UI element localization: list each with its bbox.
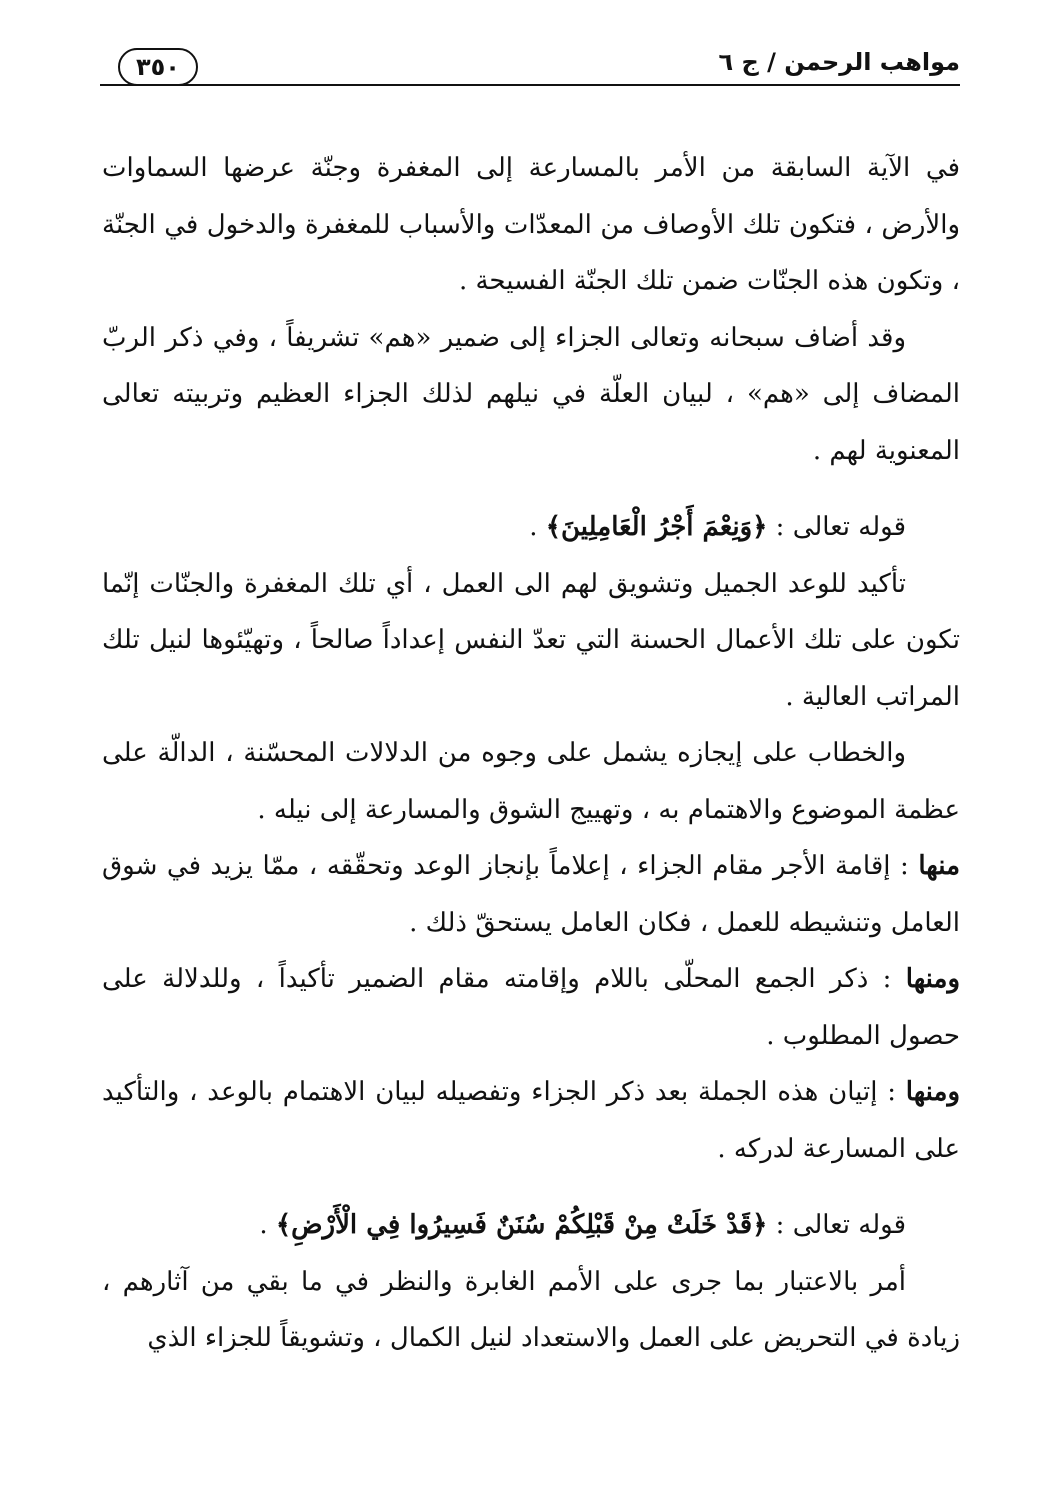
page-header (100, 46, 960, 86)
header-rule (100, 84, 960, 86)
paragraph: تأكيد للوعد الجميل وتشويق لهم الى العمل ، أي تلك المغفرة والجنّات إنّما تكون على تلك الأعمال الحسنة التي تعدّ النفس إعداداً صالحاً ، وتهيّئوها لنيل تلك المراتب العالية . (102, 568, 960, 712)
verse-quote: ﴿وَنِعْمَ أَجْرُ الْعَامِلِينَ﴾ (545, 512, 768, 542)
point-keyword: ومنها (905, 1077, 960, 1107)
point-keyword: منها (918, 851, 960, 881)
page-number: ٣٥٠ (118, 48, 198, 86)
book-title: مواهب الرحمن / ج ٦ (718, 48, 960, 76)
paragraph: والخطاب على إيجازه يشمل على وجوه من الدلالات المحسّنة ، الدالّة على عظمة الموضوع والاهتمام به ، وتهييج الشوق والمسارعة إلى نيله . (102, 738, 960, 825)
point-text: : إتيان هذه الجملة بعد ذكر الجزاء وتفصيله لبيان الاهتمام بالوعد ، والتأكيد على المسارعة لدركه . (102, 1077, 960, 1164)
paragraph (102, 838, 960, 951)
verse-suffix: . (529, 512, 546, 542)
paragraph: وقد أضاف سبحانه وتعالى الجزاء إلى ضمير «هم» تشريفاً ، وفي ذكر الربّ المضاف إلى «هم» ، لبيان العلّة في نيلهم لذلك الجزاء العظيم وتربيته تعالى المعنوية لهم . (102, 322, 960, 466)
point-keyword: ومنها (905, 964, 960, 994)
page-body (102, 140, 960, 1367)
paragraph: في الآية السابقة من الأمر بالمسارعة إلى المغفرة وجنّة عرضها السماوات والأرض ، فتكون تلك الأوصاف من المعدّات والأسباب للمغفرة والدخول في الجنّة ، وتكون هذه الجنّات ضمن تلك الجنّة الفسيحة . (102, 153, 960, 296)
verse-heading (102, 1197, 960, 1254)
point-text: : ذكر الجمع المحلّى باللام وإقامته مقام الضمير تأكيداً ، وللدلالة على حصول المطلوب . (102, 964, 960, 1051)
verse-suffix: . (259, 1210, 276, 1240)
paragraph (102, 1064, 960, 1177)
verse-quote: ﴿قَدْ خَلَتْ مِنْ قَبْلِكُمْ سُنَنٌ فَسِيرُوا فِي الْأَرْضِ﴾ (275, 1210, 768, 1240)
verse-prefix: قوله تعالى : (767, 1210, 906, 1240)
paragraph (102, 951, 960, 1064)
verse-prefix: قوله تعالى : (767, 512, 906, 542)
paragraph: أمر بالاعتبار بما جرى على الأمم الغابرة والنظر في ما بقي من آثارهم ، زيادة في التحريض على العمل والاستعداد لنيل الكمال ، وتشويقاً للجزاء الذي (102, 1266, 960, 1353)
point-text: : إقامة الأجر مقام الجزاء ، إعلاماً بإنجاز الوعد وتحقّقه ، ممّا يزيد في شوق العامل وتنشيطه للعمل ، فكان العامل يستحقّ ذلك . (102, 851, 960, 938)
verse-heading (102, 499, 960, 556)
